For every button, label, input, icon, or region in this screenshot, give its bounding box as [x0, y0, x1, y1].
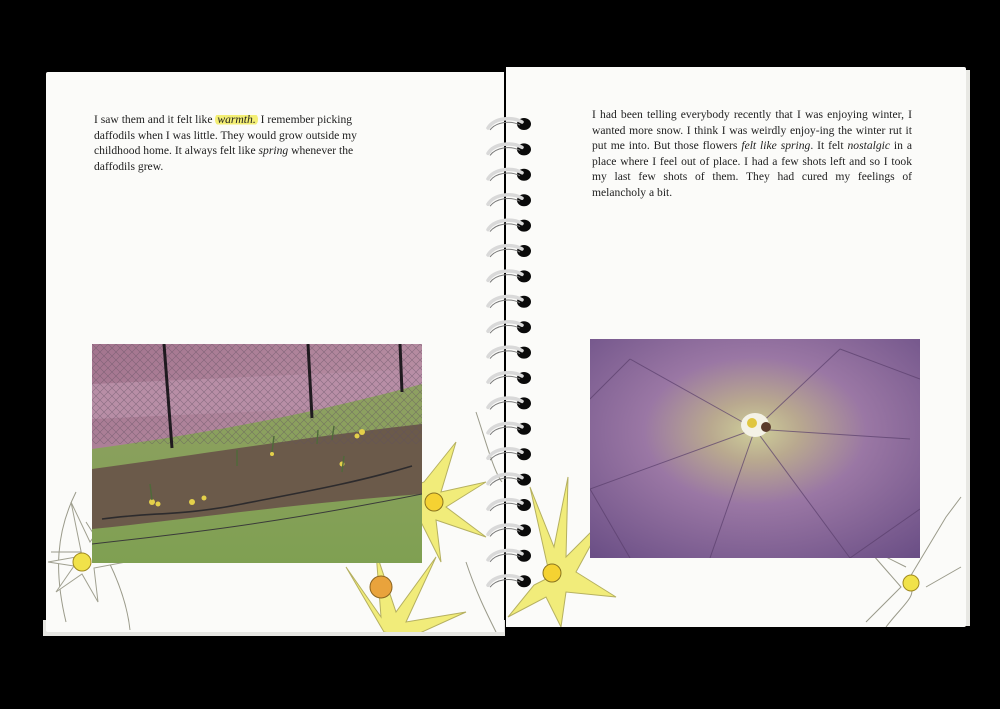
text-segment: in a place where I feel out of place. I had a few shots left and so I took my last few shots of them. They had cured my feelings of melancholy a bit. [592, 139, 912, 199]
italic-text: felt like spring [741, 139, 811, 153]
daffodil-bed-photo [92, 344, 422, 563]
left-page [46, 72, 504, 632]
text-segment: I remember picking daffodils when I was little. They would grow outside my childhood home. It always felt like [94, 113, 357, 158]
italic-text: warmth. [217, 113, 256, 126]
left-page-paragraph [94, 112, 394, 174]
italic-text: nostalgic [847, 139, 891, 153]
highlighted-word [215, 113, 257, 126]
text-segment: whenever the daffodils grew. [94, 144, 354, 173]
text-segment: . It felt [810, 139, 848, 153]
italic-text: spring [258, 144, 289, 158]
right-page-paragraph [592, 107, 912, 201]
spiral-binding [478, 112, 538, 592]
text-segment: I saw them and it felt like [94, 113, 216, 126]
right-page [506, 67, 966, 627]
text-segment: I had been telling everybody recently that I was enjoying winter, I wanted more snow. I think I was weirdly enjoy-ing the winter rut it put me into. But those flowers [592, 108, 912, 153]
purple-flower-macro-photo [590, 339, 920, 558]
